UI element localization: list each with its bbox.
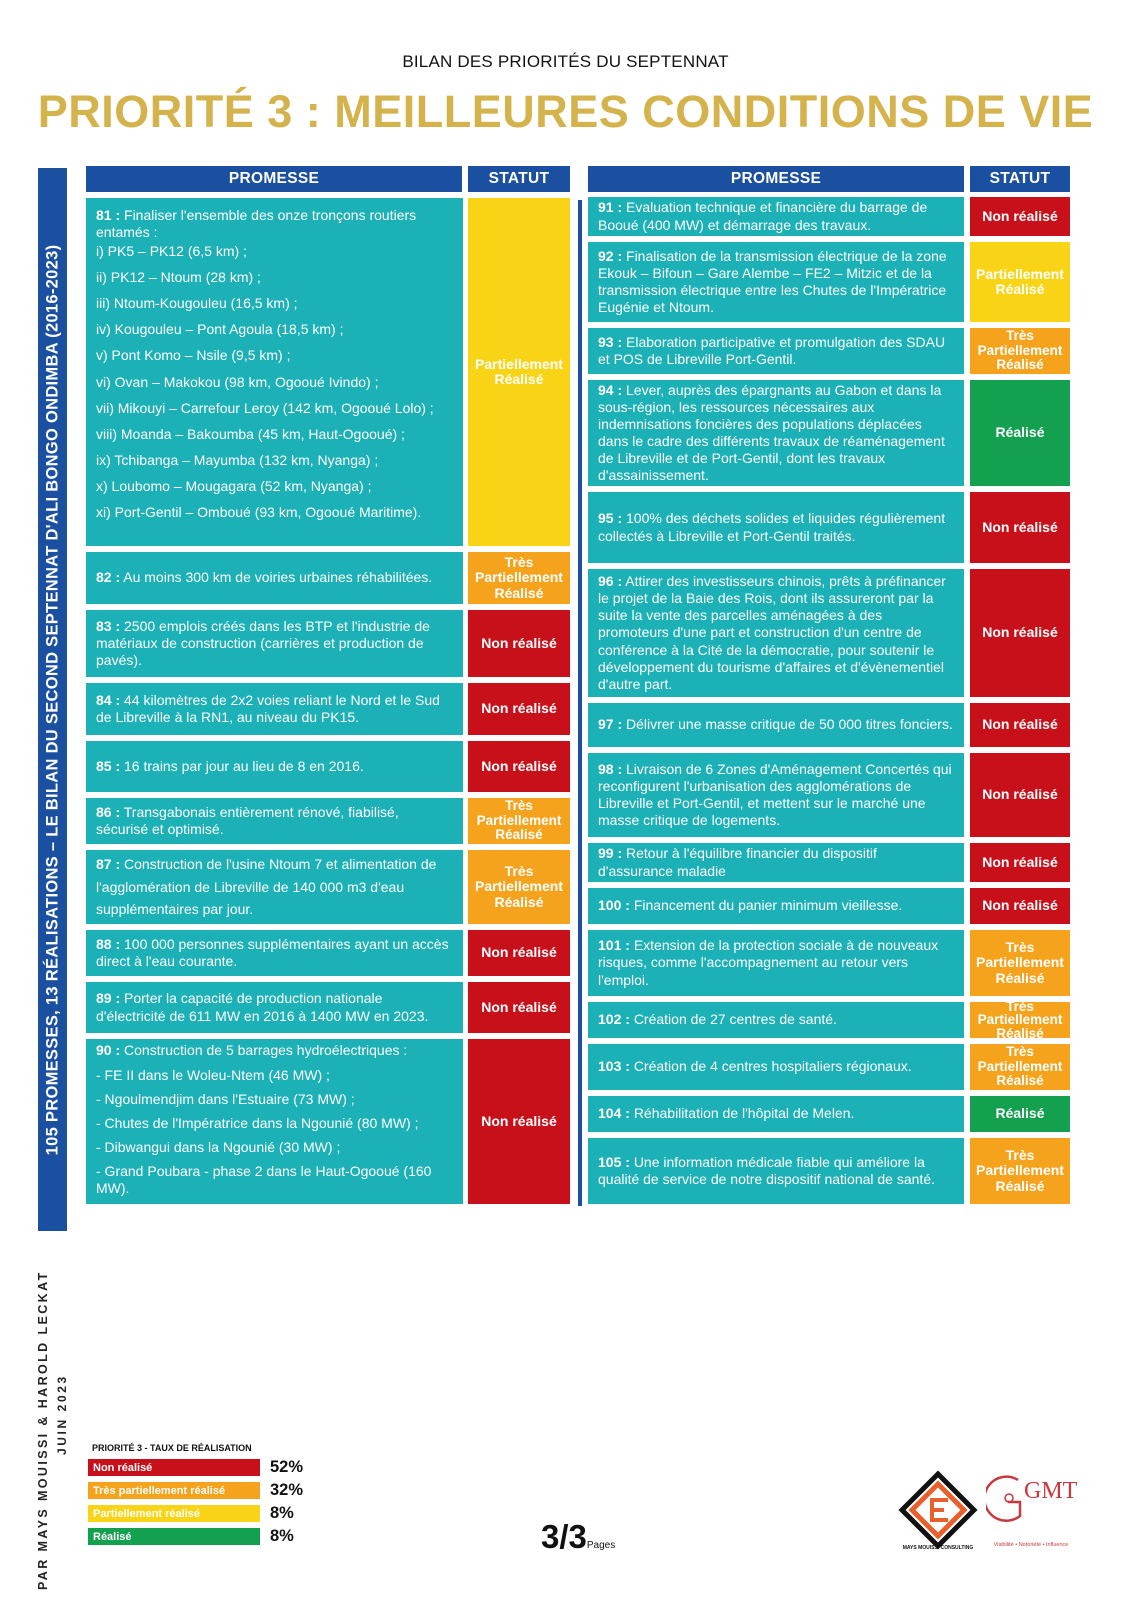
header-statut-right: STATUT — [970, 166, 1070, 192]
promise-81: 81 : Finaliser l'ensemble des onze tronçons routiers entamés : i) PK5 – PK12 (6,5 km) ; ii) PK12 – Ntoum (28 km) ; iii) Ntoum-Kougouleu (16,5 km) ; iv) Kougouleu – Pont Agoula (18,5 km) ; v) Pont Komo – Nsile (9,5 km) ; vi) Ovan – Makokou (98 km, Ogooué Ivindo) ; vii) Mikouyi – Carrefour Leroy (142 km, Ogooué Lolo) ; viii) Moanda – Bakoumba (45 km, Haut-Ogooué) ; ix) Tchibanga – Mayumba (132 km, Nyanga) ; x) Loubomo – Mougagara (52 km, Nyanga) ; xi) Port-Gentil – Omboué (93 km, Ogooué Maritime). — [86, 198, 463, 546]
legend-item-tres: Très partiellement réalisé — [88, 1482, 260, 1499]
legend-value-tres: 32% — [270, 1481, 304, 1499]
status-83: Non réalisé — [468, 610, 570, 677]
promise-81-item: x) Loubomo – Mougagara (52 km, Nyanga) ; — [96, 477, 372, 494]
status-102: Très Partiellement Réalisé — [970, 1002, 1070, 1038]
header-statut-left: STATUT — [468, 166, 570, 192]
status-104: Réalisé — [970, 1096, 1070, 1132]
promise-81-item: ix) Tchibanga – Mayumba (132 km, Nyanga) ; — [96, 451, 379, 468]
status-81: Partiellement Réalisé — [468, 198, 570, 546]
column-divider — [578, 200, 582, 1206]
promise-96: 96 : Attirer des investisseurs chinois, prêts à préfinancer le projet de la Baie des Rois, dont ils assureront par la suite la vente des parcelles aménagées à des promoteurs d'une part et construction d'un centre de conférence à la Cité de la démocratie, pour soutenir le développement du tourisme d'affaires et d'évènementiel d'autre part. — [588, 569, 964, 697]
promise-81-item: vi) Ovan – Makokou (98 km, Ogooué Ivindo) ; — [96, 373, 379, 390]
status-96: Non réalisé — [970, 569, 1070, 697]
promise-100: 100 : Financement du panier minimum vieillesse. — [588, 888, 964, 924]
legend-value-part: 8% — [270, 1504, 294, 1522]
promise-86: 86 : Transgabonais entièrement rénové, fiabilisé, sécurisé et optimisé. — [86, 798, 463, 844]
status-94: Réalisé — [970, 380, 1070, 486]
author-date: JUIN 2023 — [55, 1374, 69, 1455]
promise-81-item: i) PK5 – PK12 (6,5 km) ; — [96, 243, 247, 260]
status-98: Non réalisé — [970, 753, 1070, 837]
promise-87: 87 : Construction de l'usine Ntoum 7 et alimentation de l'agglomération de Libreville de 140 000 m3 d'eau supplémentaires par jour. — [86, 850, 463, 924]
status-87: Très Partiellement Réalisé — [468, 850, 570, 924]
promise-92: 92 : Finalisation de la transmission électrique de la zone Ekouk – Bifoun – Gare Alembe – FE2 – Mitzic et de la transmission électrique entre les Chutes de l'Impératrice Eugénie et Ntoum. — [588, 242, 964, 322]
promise-91: 91 : Evaluation technique et financière du barrage de Booué (400 MW) et démarrage des travaux. — [588, 197, 964, 236]
status-97: Non réalisé — [970, 703, 1070, 747]
promise-81-item: ii) PK12 – Ntoum (28 km) ; — [96, 269, 261, 286]
promise-81-item: iv) Kougouleu – Pont Agoula (18,5 km) ; — [96, 321, 344, 338]
gmt-logo — [986, 1470, 1076, 1556]
status-100: Non réalisé — [970, 888, 1070, 924]
status-92: Partiellement Réalisé — [970, 242, 1070, 322]
gmt-logo-tagline: Visibilité • Notoriété • Influence — [993, 1542, 1069, 1548]
promise-101: 101 : Extension de la protection sociale à de nouveaux risques, comme l'accompagnement au retour vers l'emploi. — [588, 930, 964, 996]
promise-94: 94 : Lever, auprès des épargnants au Gabon et dans la sous-région, les ressources nécessaires aux indemnisations foncières des populations déplacées dans le cadre des différents travaux de réaménagement de Libreville et de Port-Gentil, dont les travaux d'assainissement. — [588, 380, 964, 486]
promise-82: 82 : Au moins 300 km de voiries urbaines réhabilitées. — [86, 552, 463, 604]
promise-90-item: - FE II dans le Woleu-Ntem (46 MW) ; — [96, 1067, 330, 1084]
gmt-logo-name: GMT — [1024, 1478, 1078, 1504]
promise-90-item: - Dibwangui dans la Ngounié (30 MW) ; — [96, 1139, 341, 1156]
promise-104: 104 : Réhabilitation de l'hôpital de Melen. — [588, 1096, 964, 1132]
status-86: Très Partiellement Réalisé — [468, 798, 570, 844]
promise-95: 95 : 100% des déchets solides et liquides régulièrement collectés à Libreville et Port-Gentil traités. — [588, 492, 964, 563]
status-89: Non réalisé — [468, 982, 570, 1033]
legend-title: PRIORITÉ 3 - TAUX DE RÉALISATION — [92, 1443, 252, 1453]
status-101: Très Partiellement Réalisé — [970, 930, 1070, 996]
promise-99: 99 : Retour à l'équilibre financier du dispositif d'assurance maladie — [588, 843, 964, 882]
promise-88: 88 : 100 000 personnes supplémentaires ayant un accès direct à l'eau courante. — [86, 930, 463, 976]
promise-90-item: - Grand Poubara - phase 2 dans le Haut-Ogooué (160 MW). — [96, 1163, 432, 1197]
promise-90: 90 : Construction de 5 barrages hydroélectriques : - FE II dans le Woleu-Ntem (46 MW) ; - Ngoulmendjim dans l'Estuaire (73 MW) ; - Chutes de l'Impératrice dans la Ngounié (80 MW) ; - Dibwangui dans la Ngounié (30 MW) ; - Grand Poubara - phase 2 dans le Haut-Ogooué (160 MW). — [86, 1039, 463, 1204]
side-banner — [38, 168, 67, 1231]
author-credit: PAR MAYS MOUISSI & HAROLD LECKAT — [36, 1270, 50, 1590]
header-promesse-left: PROMESSE — [86, 166, 462, 192]
status-90: Non réalisé — [468, 1039, 570, 1204]
promise-81-item: xi) Port-Gentil – Omboué (93 km, Ogooué Maritime). — [96, 503, 422, 520]
promise-81-item: viii) Moanda – Bakoumba (45 km, Haut-Ogooué) ; — [96, 425, 405, 442]
legend-item-part: Partiellement réalisé — [88, 1505, 260, 1522]
status-95: Non réalisé — [970, 492, 1070, 563]
page-number: 3/3Pages — [541, 1518, 616, 1555]
promise-84: 84 : 44 kilomètres de 2x2 voies reliant le Nord et le Sud de Libreville à la RN1, au niveau du PK15. — [86, 683, 463, 735]
promise-90-item: - Chutes de l'Impératrice dans la Ngounié (80 MW) ; — [96, 1115, 419, 1132]
promise-93: 93 : Elaboration participative et promulgation des SDAU et POS de Libreville Port-Gentil. — [588, 328, 964, 374]
promise-81-item: iii) Ntoum-Kougouleu (16,5 km) ; — [96, 295, 298, 312]
page-title: PRIORITÉ 3 : MEILLEURES CONDITIONS DE VIE — [37, 86, 1094, 137]
status-99: Non réalisé — [970, 843, 1070, 882]
status-82: Très Partiellement Réalisé — [468, 552, 570, 604]
promise-98: 98 : Livraison de 6 Zones d'Aménagement Concertés qui reconfigurent l'urbanisation des agglomérations de Libreville et Port-Gentil, et mettent sur le marché une masse critique de logements. — [588, 753, 964, 837]
status-88: Non réalisé — [468, 930, 570, 976]
legend-value-real: 8% — [270, 1527, 294, 1545]
status-105: Très Partiellement Réalisé — [970, 1138, 1070, 1204]
promise-97: 97 : Délivrer une masse critique de 50 000 titres fonciers. — [588, 703, 964, 747]
legend-item-non: Non réalisé — [88, 1459, 260, 1476]
promise-89: 89 : Porter la capacité de production nationale d'électricité de 611 MW en 2016 à 1400 MW en 2023. — [86, 982, 463, 1033]
report-supertitle: BILAN DES PRIORITÉS DU SEPTENNAT — [402, 52, 729, 71]
promise-81-item: vii) Mikouyi – Carrefour Leroy (142 km, Ogooué Lolo) ; — [96, 399, 434, 416]
mm-logo-caption: MAYS MOUISSI CONSULTING — [902, 1545, 974, 1551]
status-103: Très Partiellement Réalisé — [970, 1044, 1070, 1090]
promise-103: 103 : Création de 4 centres hospitaliers régionaux. — [588, 1044, 964, 1090]
status-85: Non réalisé — [468, 741, 570, 792]
status-84: Non réalisé — [468, 683, 570, 735]
promise-81-item: v) Pont Komo – Nsile (9,5 km) ; — [96, 347, 291, 364]
legend-value-non: 52% — [270, 1458, 304, 1476]
side-banner-text: 105 PROMESSES, 13 RÉALISATIONS – LE BILAN DU SECOND SEPTENNAT D'ALI BONGO ONDIMBA (2016-2023) — [43, 244, 61, 1155]
mm-logo-icon — [898, 1470, 978, 1556]
header-promesse-right: PROMESSE — [588, 166, 964, 192]
promise-90-item: - Ngoulmendjim dans l'Estuaire (73 MW) ; — [96, 1091, 355, 1108]
mays-mouissi-logo — [898, 1470, 978, 1556]
promise-105: 105 : Une information médicale fiable qui améliore la qualité de service de notre dispositif national de santé. — [588, 1138, 964, 1204]
status-93: Très Partiellement Réalisé — [970, 328, 1070, 374]
promise-83: 83 : 2500 emplois créés dans les BTP et l'industrie de matériaux de construction (carrières et production de pavés). — [86, 610, 463, 677]
legend-item-real: Réalisé — [88, 1528, 260, 1545]
promise-102: 102 : Création de 27 centres de santé. — [588, 1002, 964, 1038]
promise-85: 85 : 16 trains par jour au lieu de 8 en 2016. — [86, 741, 463, 792]
status-91: Non réalisé — [970, 197, 1070, 236]
